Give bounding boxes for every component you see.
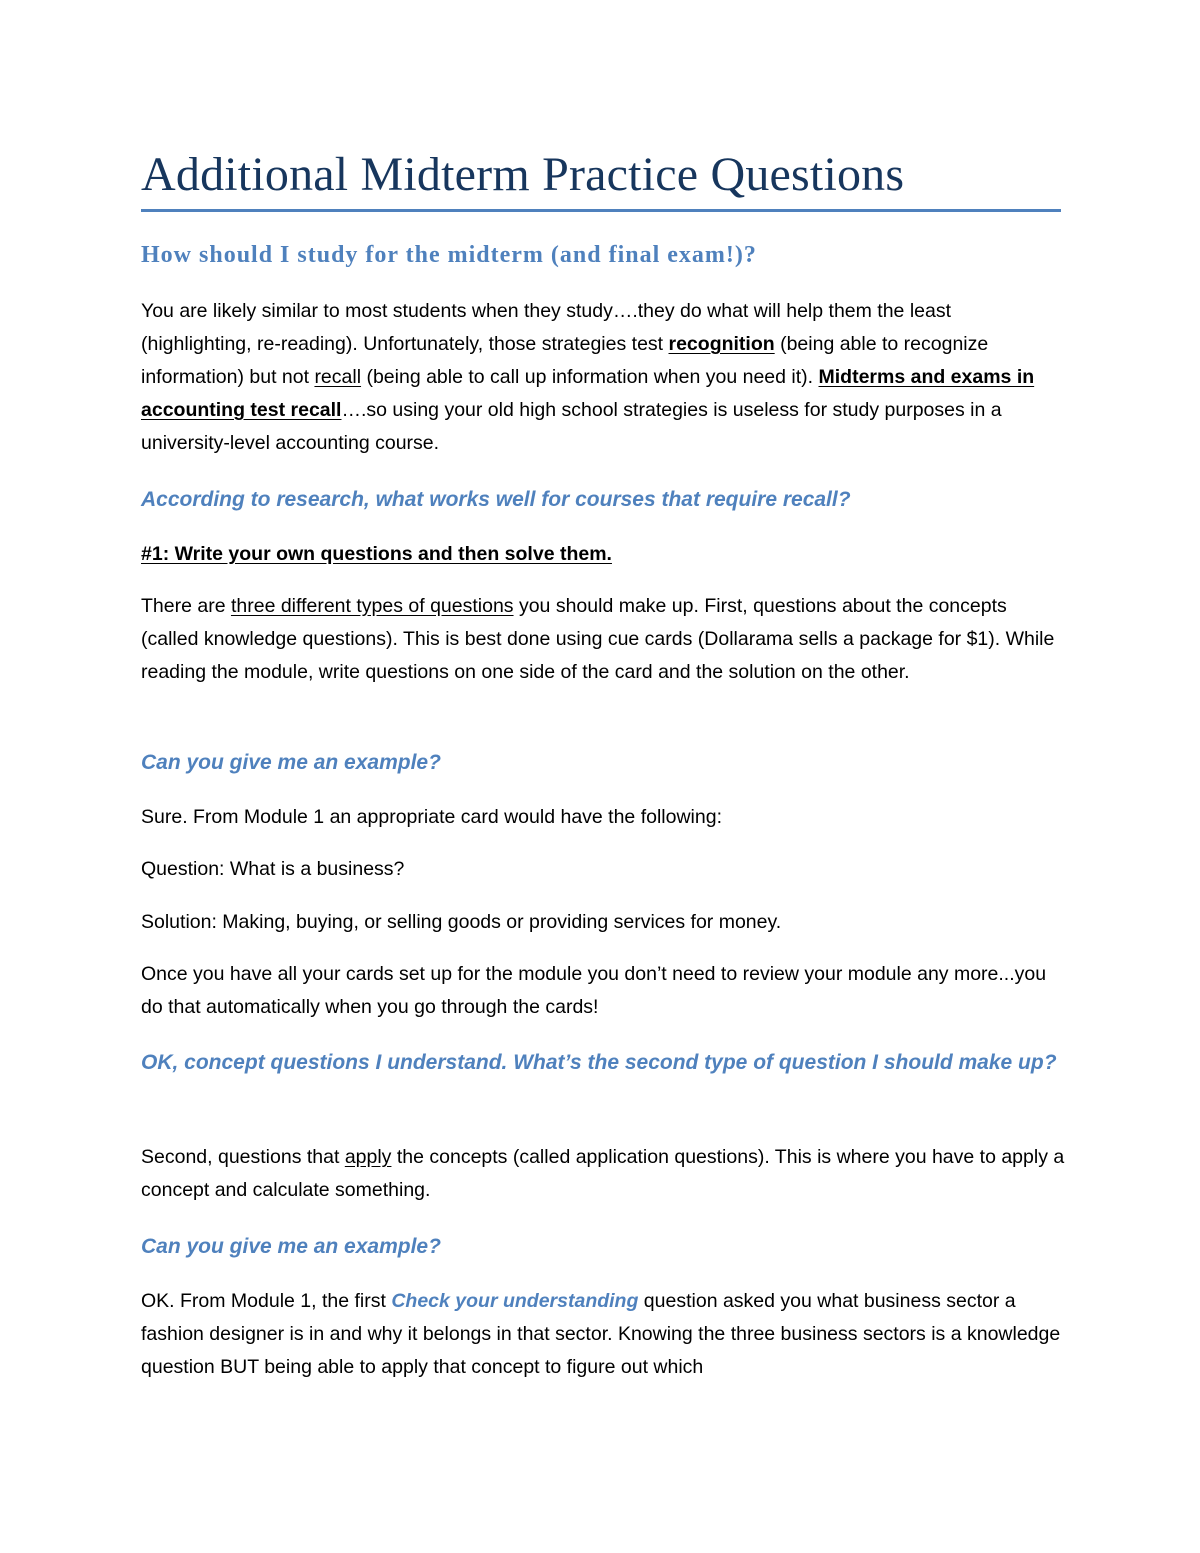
- text-run: ….so using your old high school strategies is useless for study purposes in a university-level accounting course.: [141, 399, 1002, 454]
- text-run: Second, questions that: [141, 1146, 345, 1168]
- text-run: question asked you what business sector a fashion designer is in and why it belongs in that sector. Knowing the three business sectors is a knowledge question BUT being able to apply that concept to figure out which: [141, 1290, 1061, 1378]
- heading-second-type: OK, concept questions I understand. What’s the second type of question I should make up?: [141, 1051, 1057, 1074]
- paragraph-module-example: [141, 1285, 1066, 1384]
- heading-example-2: Can you give me an example?: [141, 1235, 441, 1258]
- page-title: Additional Midterm Practice Questions: [141, 148, 905, 201]
- paragraph-solution: Solution: Making, buying, or selling goods or providing services for money.: [141, 911, 782, 933]
- term-three-types: three different types of questions: [230, 595, 514, 617]
- text-run: the concepts (called application questions). This is where you have to apply a concept and calculate something.: [141, 1146, 1065, 1201]
- term-recognition: recognition: [668, 333, 775, 355]
- text-run: (being able to call up information when you need it).: [361, 366, 819, 388]
- heading-research: According to research, what works well for courses that require recall?: [141, 488, 851, 511]
- title-divider: [141, 209, 1061, 212]
- text-run: There are: [141, 595, 231, 617]
- paragraph-application: [141, 1141, 1066, 1207]
- heading-example-1: Can you give me an example?: [141, 751, 441, 774]
- term-apply: apply: [344, 1146, 392, 1168]
- term-recall: recall: [314, 366, 362, 388]
- text-run: you should make up. First, questions about the concepts (called knowledge questions). This is best done using cue cards (Dollarama sells a package for $1). While reading the module, write questions on one side of the card and the solution on the other.: [141, 595, 1055, 683]
- paragraph-question-types: [141, 590, 1066, 689]
- text-run: OK. From Module 1, the first: [141, 1290, 392, 1312]
- paragraph-study-habits: [141, 295, 1066, 460]
- paragraph-sure: Sure. From Module 1 an appropriate card would have the following:: [141, 806, 722, 828]
- paragraph-question: Question: What is a business?: [141, 858, 405, 880]
- heading-how-to-study: How should I study for the midterm (and final exam!)?: [141, 242, 757, 268]
- tip-write-questions: #1: Write your own questions and then solve them.: [141, 543, 612, 565]
- emphasis-midterms-recall: Midterms and exams in accounting test recall: [141, 366, 1035, 421]
- text-run: (being able to recognize information) but not: [141, 333, 989, 388]
- check-understanding-reference: Check your understanding: [391, 1290, 639, 1312]
- text-run: You are likely similar to most students when they study….they do what will help them the least (highlighting, re-reading). Unfortunately, those strategies test: [141, 300, 952, 355]
- paragraph-cards: Once you have all your cards set up for the module you don’t need to review your module any more...you do that automatically when you go through the cards!: [141, 963, 1047, 1018]
